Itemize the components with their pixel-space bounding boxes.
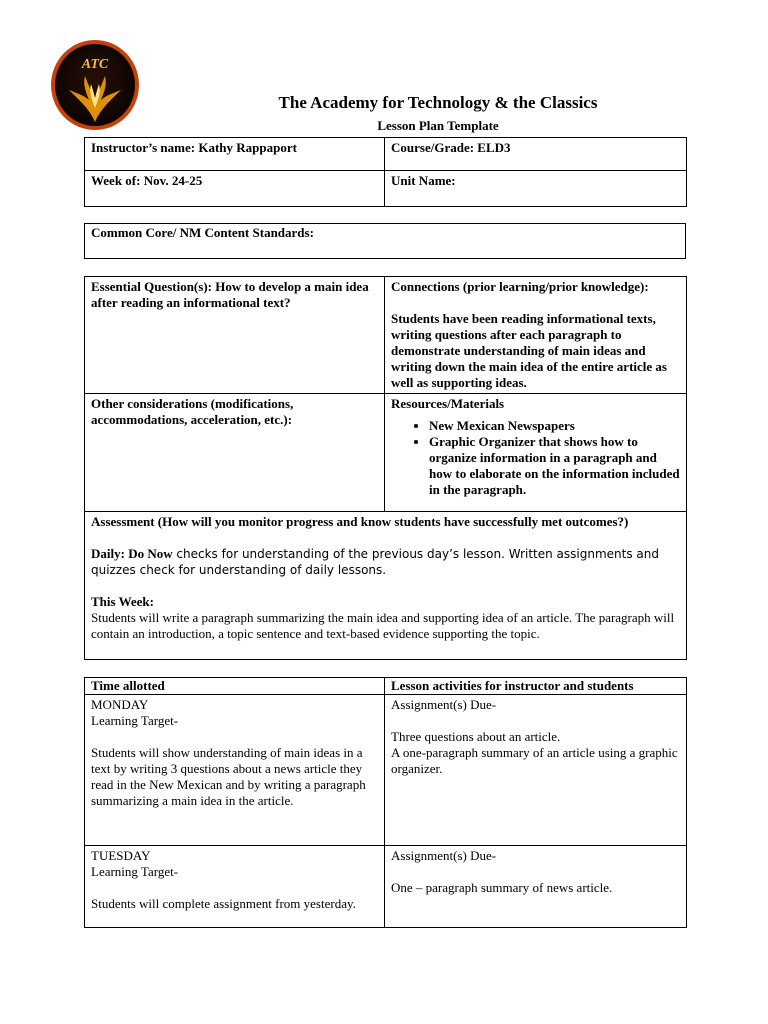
monday-cell	[85, 695, 385, 846]
connections-text: Students have been reading informational texts, writing questions after each paragraph to demonstrate understanding of main ideas and writing down the main idea of the entire article as well as supporting ideas.	[391, 311, 667, 390]
connections-cell	[385, 277, 687, 394]
content-standards: Common Core/ NM Content Standards:	[85, 224, 686, 259]
resource-item: • Graphic Organizer that shows how to organize information in a paragraph and how to elaborate on the information included in the paragraph.	[429, 434, 680, 498]
logo-text: ATC	[81, 57, 109, 72]
time-allotted-header: Time allotted	[85, 678, 385, 695]
activities-header: Lesson activities for instructor and students	[385, 678, 687, 695]
unit-name: Unit Name:	[385, 171, 687, 207]
monday-target: Students will show understanding of main ideas in a text by writing 3 questions about a news article they read in the New Mexican and by writing a paragraph summarizing a main idea in the article.	[91, 745, 366, 808]
course-grade: Course/Grade: ELD3	[385, 138, 687, 171]
instructor-name: Instructor’s name: Kathy Rappaport	[85, 138, 385, 171]
connections-label: Connections (prior learning/prior knowledge):	[391, 279, 649, 294]
monday-due-item: Three questions about an article.	[391, 729, 561, 744]
plan-table	[84, 276, 687, 660]
daily-text: checks for understanding of the previous day’s lesson. Written assignments and quizzes check for understanding of daily lessons.	[91, 547, 659, 577]
monday-assignments	[385, 695, 687, 846]
this-week-label: This Week:	[91, 594, 154, 609]
assessment-label: Assessment (How will you monitor progress and know students have successfully met outcomes?)	[91, 514, 629, 529]
week-of: Week of: Nov. 24-25	[85, 171, 385, 207]
daily-assessment	[91, 546, 680, 578]
resources-cell	[385, 394, 687, 512]
tuesday-target-label: Learning Target-	[91, 864, 179, 879]
schedule-table	[84, 677, 687, 928]
tuesday-due-label: Assignment(s) Due-	[391, 848, 497, 863]
essential-question: Essential Question(s): How to develop a main idea after reading an informational text?	[85, 277, 385, 394]
resource-item: • New Mexican Newspapers	[429, 418, 680, 434]
resources-list	[391, 418, 680, 498]
monday-target-label: Learning Target-	[91, 713, 179, 728]
monday-due-item: A one-paragraph summary of an article using a graphic organizer.	[391, 745, 678, 776]
resources-label: Resources/Materials	[391, 396, 505, 411]
info-table	[84, 137, 687, 207]
other-considerations: Other considerations (modifications, accommodations, acceleration, etc.):	[85, 394, 385, 512]
school-title: The Academy for Technology & the Classics	[278, 93, 598, 112]
tuesday-day: TUESDAY	[91, 848, 151, 863]
standards-table	[84, 223, 686, 259]
monday-day: MONDAY	[91, 697, 149, 712]
assessment-cell	[85, 512, 687, 660]
tuesday-target: Students will complete assignment from yesterday.	[91, 896, 356, 911]
template-subtitle: Lesson Plan Template	[377, 118, 499, 133]
this-week-text: Students will write a paragraph summarizing the main idea and supporting idea of an article. The paragraph will contain an introduction, a topic sentence and text-based evidence supporting the topic.	[91, 610, 675, 641]
tuesday-due-item: One – paragraph summary of news article.	[391, 880, 613, 895]
tuesday-cell	[85, 846, 385, 928]
monday-due-label: Assignment(s) Due-	[391, 697, 497, 712]
tuesday-assignments	[385, 846, 687, 928]
daily-label: Daily: Do Now	[91, 546, 173, 561]
